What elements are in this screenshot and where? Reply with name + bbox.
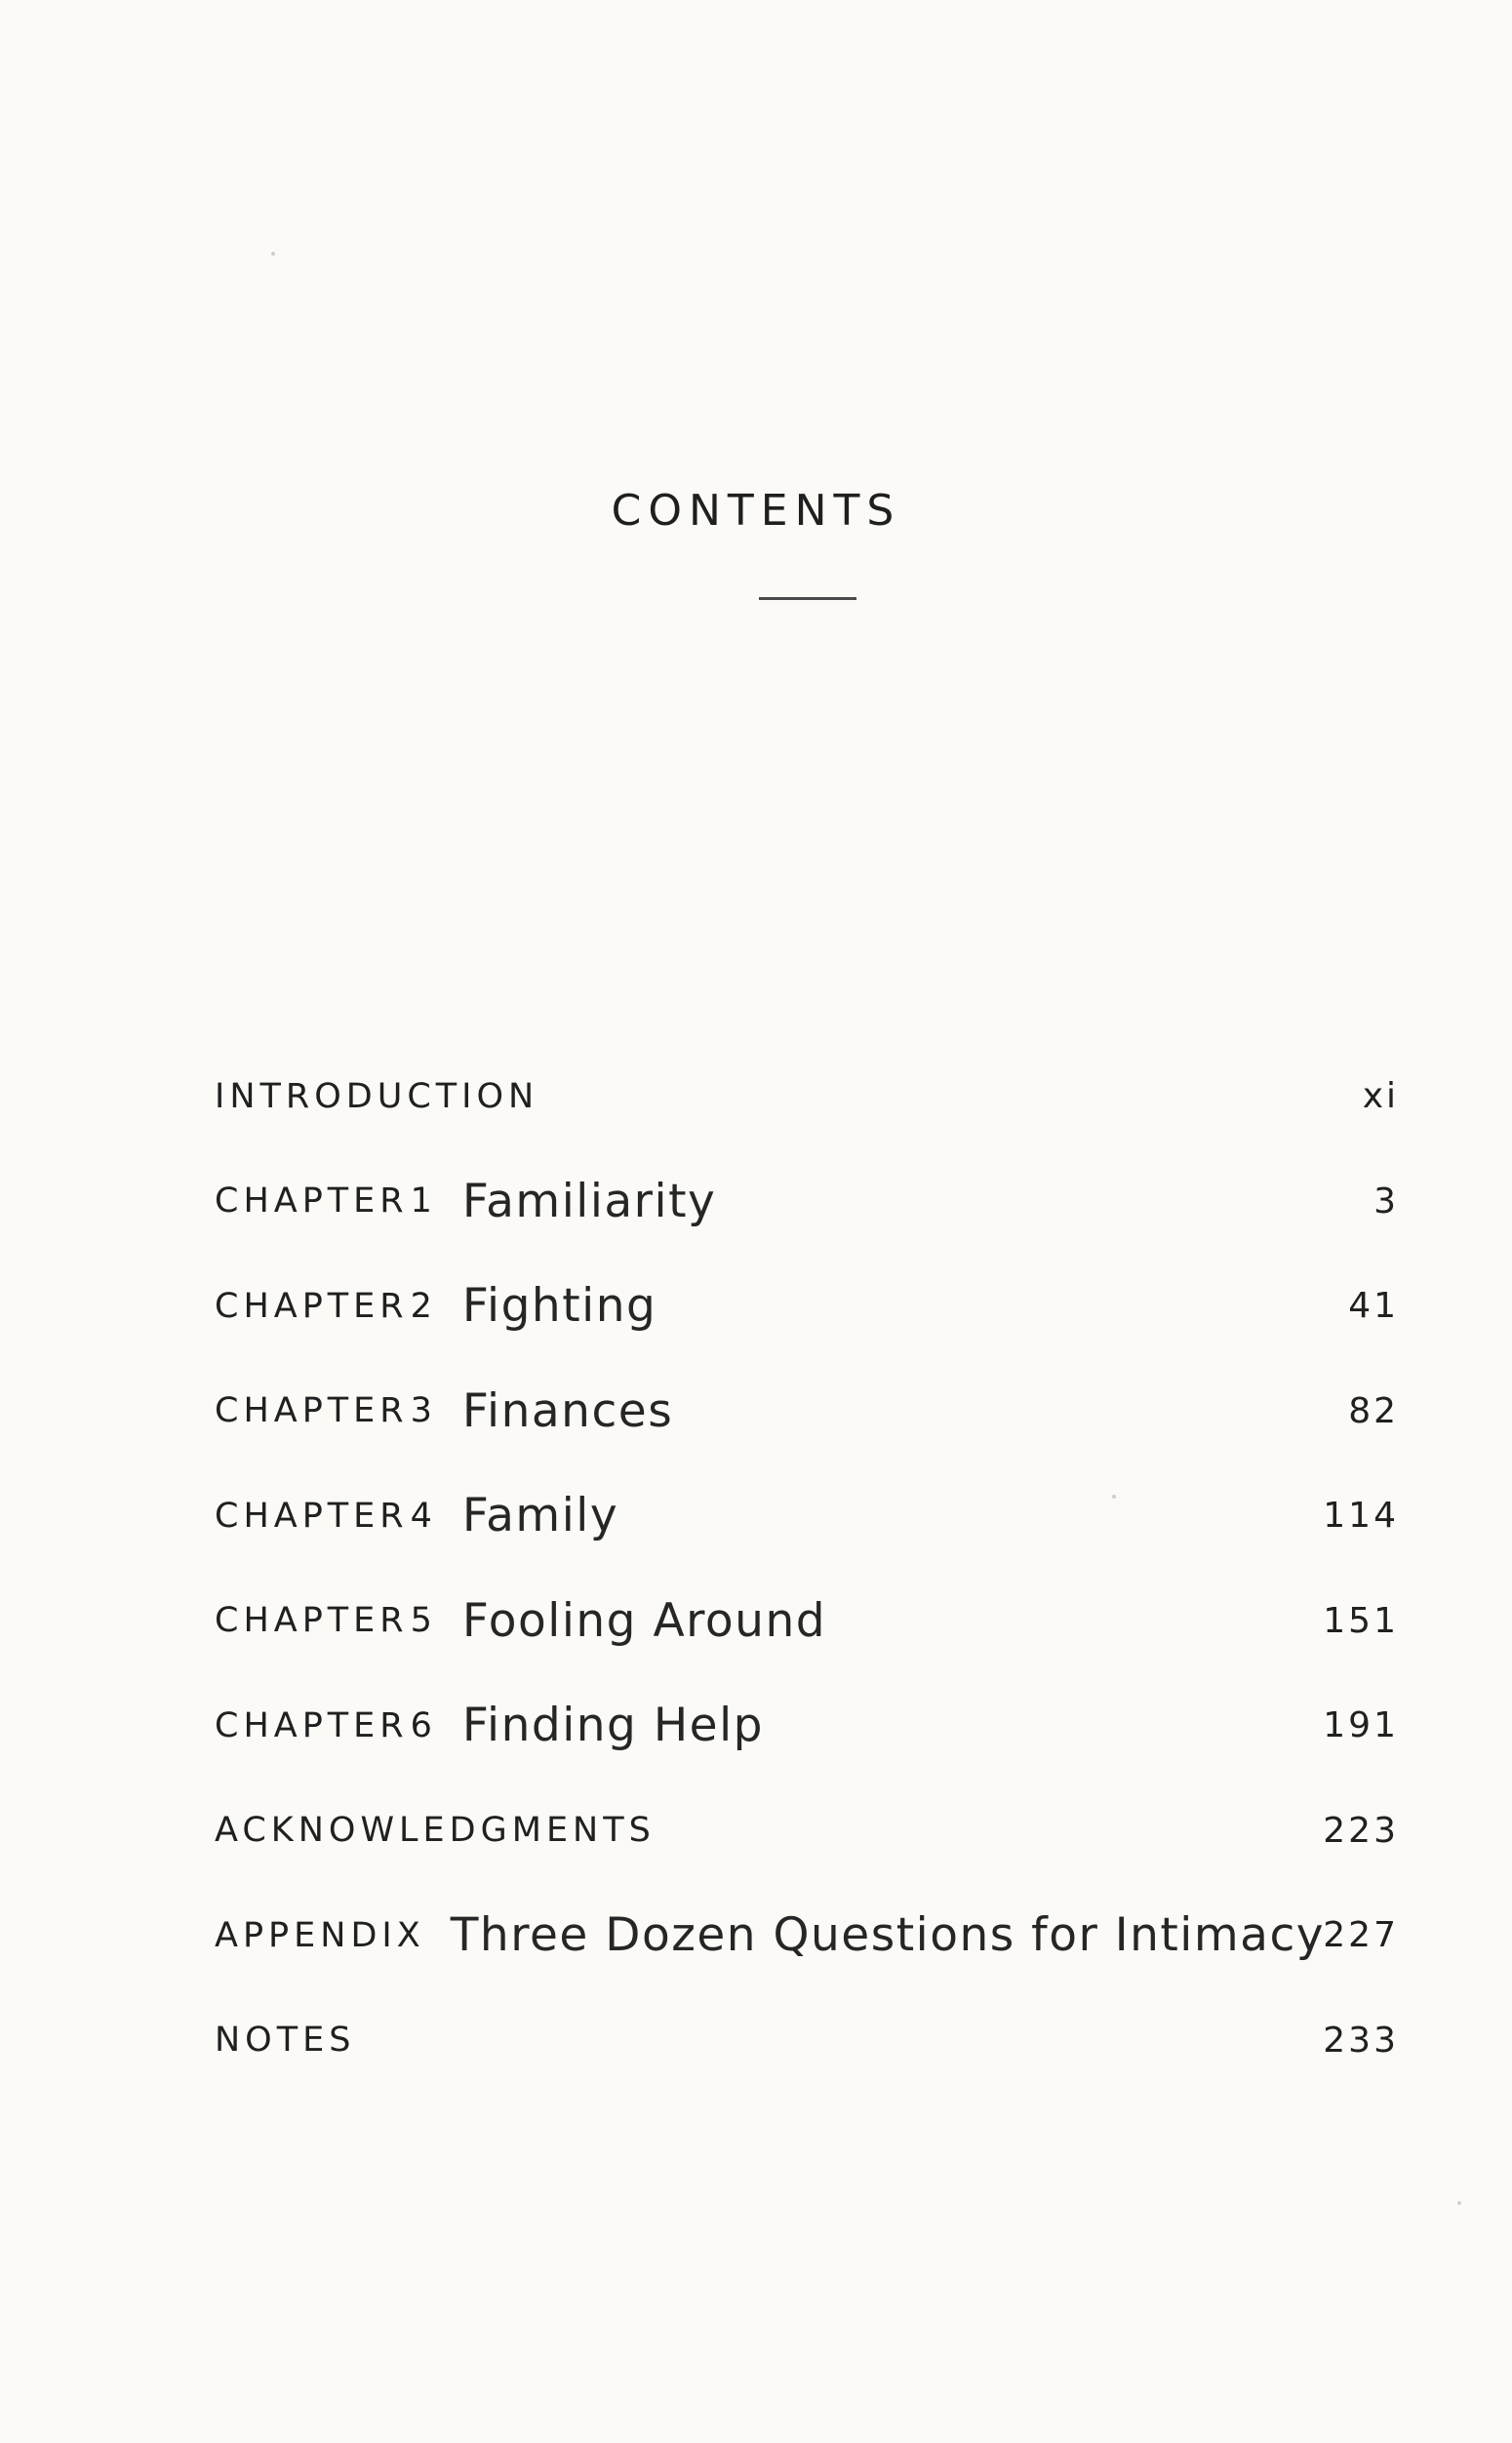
entry-label: NOTES — [215, 2021, 356, 2061]
entry-page-number: 223 — [1323, 1810, 1399, 1851]
toc-entry-notes — [215, 1988, 1399, 2094]
table-of-contents — [215, 1044, 1399, 2093]
chapter-title: Finding Help — [461, 1699, 764, 1753]
chapter-title: Family — [461, 1489, 619, 1543]
entry-label: CHAPTER — [215, 1391, 409, 1431]
toc-entry-introduction — [215, 1044, 1399, 1149]
toc-entry-appendix — [215, 1883, 1399, 1988]
chapter-title: Fooling Around — [461, 1593, 827, 1648]
chapter-title: Fighting — [461, 1279, 657, 1334]
contents-heading: CONTENTS — [611, 486, 901, 536]
toc-entry-chapter-4 — [215, 1463, 1399, 1569]
entry-page-number: 41 — [1348, 1286, 1399, 1327]
entry-label: CHAPTER — [215, 1705, 409, 1745]
entry-page-number: 233 — [1323, 2020, 1399, 2061]
chapter-number: 1 — [410, 1181, 437, 1222]
toc-entry-chapter-2 — [215, 1254, 1399, 1359]
toc-entry-chapter-1 — [215, 1149, 1399, 1255]
entry-label: ACKNOWLEDGMENTS — [215, 1811, 656, 1851]
chapter-number: 3 — [410, 1391, 437, 1431]
chapter-number: 2 — [410, 1286, 437, 1326]
paper-speck — [1112, 1495, 1116, 1499]
entry-label: CHAPTER — [215, 1181, 409, 1222]
chapter-title: Familiarity — [461, 1174, 717, 1228]
appendix-title: Three Dozen Questions for Intimacy — [450, 1908, 1326, 1963]
chapter-number: 5 — [410, 1601, 437, 1641]
entry-page-number: 151 — [1323, 1600, 1399, 1641]
toc-entry-acknowledgments — [215, 1779, 1399, 1884]
entry-label: CHAPTER — [215, 1601, 409, 1641]
entry-page-number: xi — [1362, 1076, 1399, 1117]
entry-page-number: 227 — [1323, 1915, 1399, 1956]
paper-speck — [271, 252, 275, 256]
heading-divider — [759, 597, 856, 600]
toc-entry-chapter-6 — [215, 1673, 1399, 1779]
entry-page-number: 82 — [1348, 1390, 1399, 1431]
entry-page-number: 114 — [1323, 1496, 1399, 1537]
toc-entry-chapter-5 — [215, 1569, 1399, 1674]
chapter-title: Finances — [461, 1383, 674, 1438]
entry-label: CHAPTER — [215, 1496, 409, 1536]
entry-label: CHAPTER — [215, 1286, 409, 1326]
chapter-number: 4 — [410, 1496, 437, 1536]
entry-label: INTRODUCTION — [215, 1076, 539, 1116]
entry-label: APPENDIX — [215, 1915, 425, 1955]
toc-entry-chapter-3 — [215, 1359, 1399, 1464]
paper-speck — [1457, 2201, 1461, 2205]
entry-page-number: 3 — [1373, 1181, 1399, 1222]
chapter-number: 6 — [410, 1705, 437, 1745]
entry-page-number: 191 — [1323, 1705, 1399, 1746]
